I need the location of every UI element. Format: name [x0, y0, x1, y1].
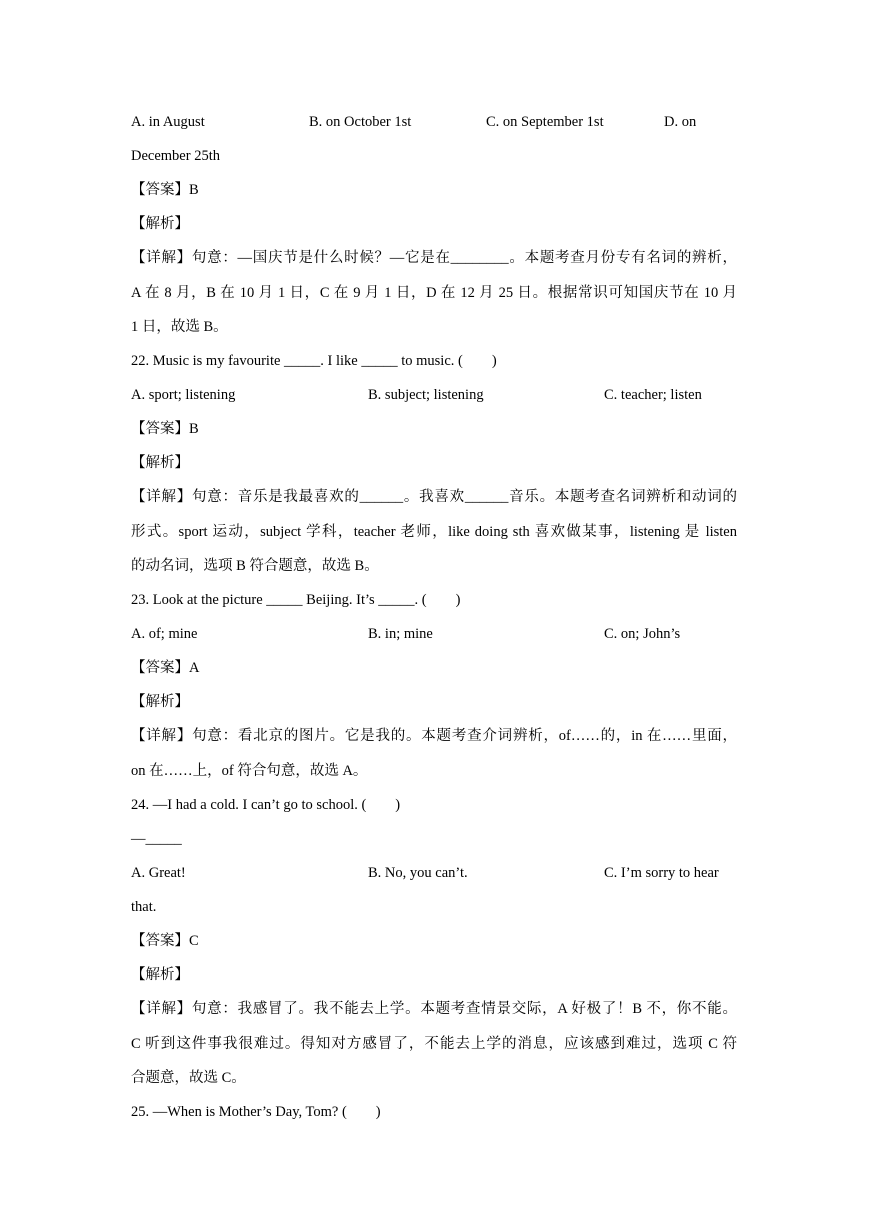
q21-options	[131, 113, 741, 131]
q24-stem: 24. —I had a cold. I can’t go to school. ( )	[131, 797, 401, 813]
q22-option-b: B. subject; listening	[368, 387, 484, 403]
q23-answer: 【答案】A	[131, 660, 200, 676]
q22-detail-line-1: 【详解】句意：音乐是我最喜欢的______。我喜欢______音乐。本题考查名词辨析和动词的	[131, 489, 737, 505]
q22-options	[131, 386, 741, 404]
q23-stem: 23. Look at the picture _____ Beijing. It’s _____. ( )	[131, 592, 461, 608]
q21-detail-line-2: A 在 8 月，B 在 10 月 1 日，C 在 9 月 1 日，D 在 12 月 25 日。根据常识可知国庆节在 10 月	[131, 285, 737, 301]
q21-answer: 【答案】B	[131, 182, 199, 198]
q21-option-a: A. in August	[131, 114, 205, 130]
q24-reply-blank: —_____	[131, 831, 182, 847]
q21-option-d: D. on	[664, 114, 697, 130]
q21-option-b: B. on October 1st	[309, 114, 412, 130]
q22-analysis-heading: 【解析】	[131, 455, 189, 471]
q23-options	[131, 625, 741, 643]
q22-option-c: C. teacher; listen	[604, 387, 702, 403]
q24-detail-line-3: 合题意，故选 C。	[131, 1070, 246, 1086]
q23-option-c: C. on; John’s	[604, 626, 681, 642]
q23-option-b: B. in; mine	[368, 626, 433, 642]
q24-options	[131, 864, 741, 882]
q23-detail-line-1: 【详解】句意：看北京的图片。它是我的。本题考查介词辨析，of……的，in 在……里面，	[131, 728, 737, 744]
q22-stem: 22. Music is my favourite _____. I like _____ to music. ( )	[131, 353, 497, 369]
q23-detail-line-2: on 在……上，of 符合句意，故选 A。	[131, 763, 368, 779]
q24-option-c-continued: that.	[131, 899, 157, 915]
q24-detail-line-2: C 听到这件事我很难过。得知对方感冒了，不能去上学的消息，应该感到难过，选项 C 符	[131, 1036, 737, 1052]
q23-analysis-heading: 【解析】	[131, 694, 189, 710]
q22-detail-line-2: 形式。sport 运动，subject 学科，teacher 老师，like doing sth 喜欢做某事，listening 是 listen	[131, 524, 737, 540]
q21-detail-line-1: 【详解】句意：—国庆节是什么时候？—它是在________。本题考查月份专有名词的辨析，	[131, 250, 737, 266]
q25-stem: 25. —When is Mother’s Day, Tom? ( )	[131, 1104, 381, 1120]
q21-analysis-heading: 【解析】	[131, 216, 189, 232]
q24-option-b: B. No, you can’t.	[368, 865, 468, 881]
q21-detail-line-3: 1 日，故选 B。	[131, 319, 228, 335]
q24-detail-line-1: 【详解】句意：我感冒了。我不能去上学。本题考查情景交际，A 好极了！B 不，你不能。	[131, 1001, 737, 1017]
q24-option-c: C. I’m sorry to hear	[604, 865, 719, 881]
q21-option-c: C. on September 1st	[486, 114, 604, 130]
q21-option-d-continued: December 25th	[131, 148, 220, 164]
q22-detail-line-3: 的动名词，选项 B 符合题意，故选 B。	[131, 558, 379, 574]
q24-analysis-heading: 【解析】	[131, 967, 189, 983]
q24-answer: 【答案】C	[131, 933, 199, 949]
q22-answer: 【答案】B	[131, 421, 199, 437]
q22-option-a: A. sport; listening	[131, 387, 236, 403]
q23-option-a: A. of; mine	[131, 626, 198, 642]
q24-option-a: A. Great!	[131, 865, 186, 881]
